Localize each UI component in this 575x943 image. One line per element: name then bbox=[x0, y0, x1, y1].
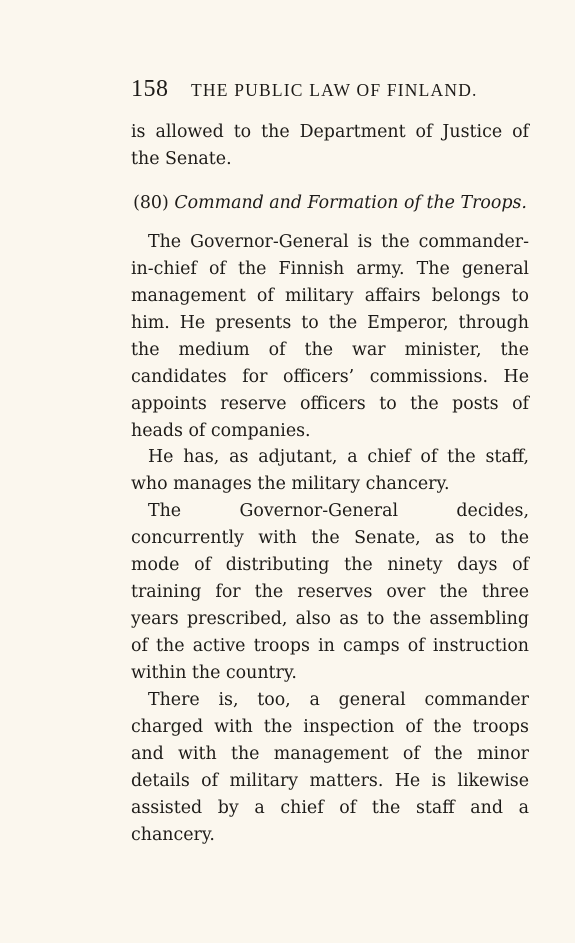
page-number: 158 bbox=[131, 76, 169, 102]
section-number: (80) bbox=[133, 192, 169, 213]
running-title: THE PUBLIC LAW OF FINLAND. bbox=[191, 80, 478, 100]
paragraph: The Governor-General decides, concurrently with the Senate, as to the mode of distributing the ninety days of training for the reserves over the three years prescribed, also as to the assembling of the active troops in camps of instruction within the country. bbox=[131, 501, 529, 684]
paragraph: He has, as adjutant, a chief of the staff, who manages the military chancery. bbox=[131, 447, 529, 495]
section-title: Command and Formation of the Troops. bbox=[174, 192, 527, 213]
page-header bbox=[131, 74, 531, 104]
paragraph: There is, too, a general commander charged with the inspection of the troops and with the management of the minor details of military matters. He is likewise assisted by a chief of the staff and a chancery. bbox=[131, 690, 529, 845]
paragraph: The Governor-General is the commander-in-chief of the Finnish army. The general management of military affairs belongs to him. He presents to the Emperor, through the medium of the war minister, the candidates for officers’ commissions. He appoints reserve officers to the posts of heads of companies. bbox=[131, 231, 529, 441]
opening-paragraph: is allowed to the Department of Justice of the Senate. bbox=[131, 122, 529, 169]
section-heading bbox=[131, 190, 529, 217]
body-text bbox=[131, 119, 529, 849]
